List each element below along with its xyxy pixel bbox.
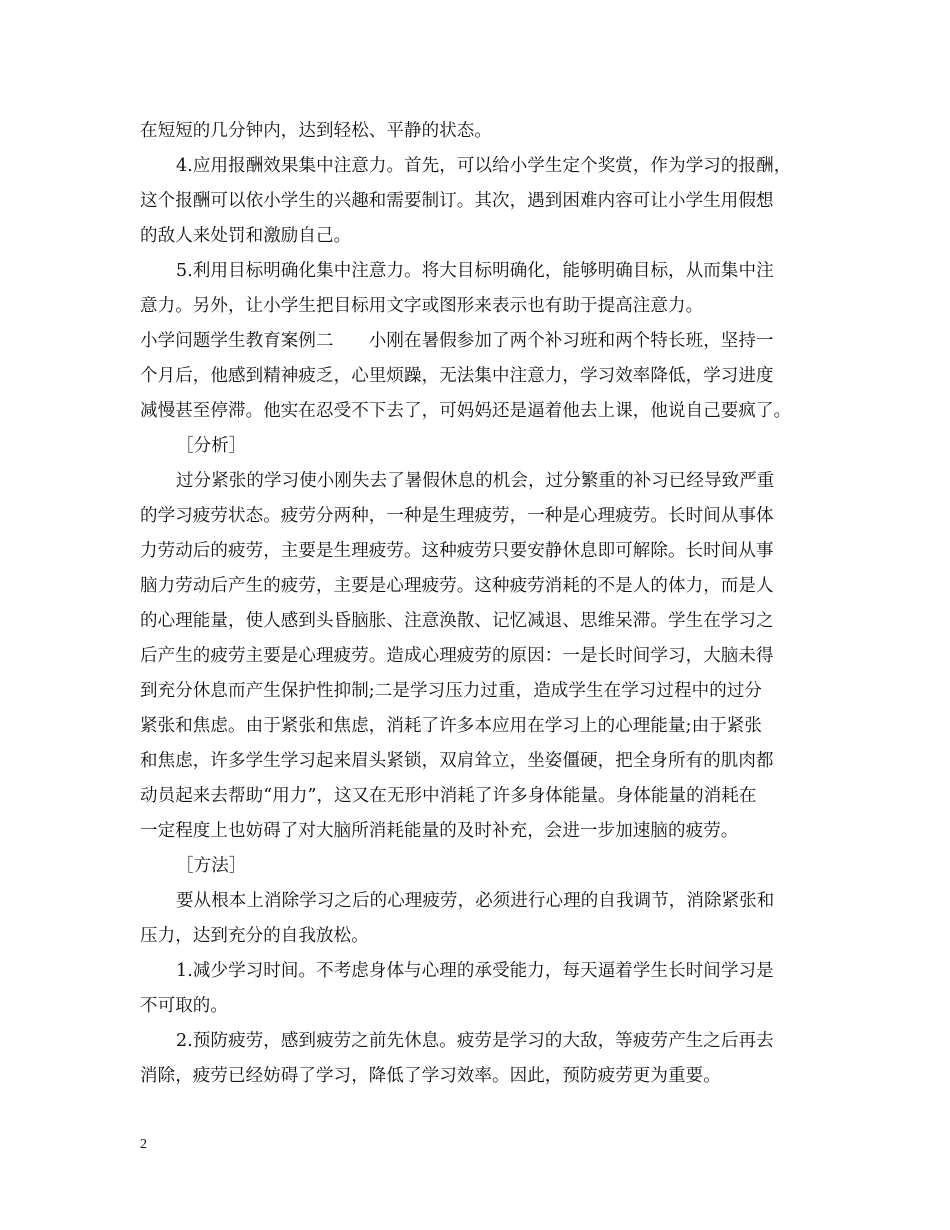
- text-line: 的敌人来处罚和激励自己。: [140, 226, 352, 246]
- text-line: 个月后，他感到精神疲乏，心里烦躁，无法集中注意力，学习效率降低，学习进度: [140, 366, 774, 386]
- text-line: 减慢甚至停滞。他实在忍受不下去了，可妈妈还是逼着他去上课，他说自己要疯了。: [140, 401, 792, 421]
- page-number: 2: [140, 1137, 147, 1152]
- section-heading: ［方法］: [176, 856, 247, 876]
- text-line: 脑力劳动后产生的疲劳，主要是心理疲劳。这种疲劳消耗的不是人的体力，而是人: [140, 576, 774, 596]
- text-line: 1.减少学习时间。不考虑身体与心理的承受能力，每天逼着学生长时间学习是: [176, 961, 774, 981]
- text-line: 在短短的几分钟内，达到轻松、平静的状态。: [140, 121, 492, 141]
- text-line: 动员起来去帮助“用力”，这又在无形中消耗了许多身体能量。身体能量的消耗在: [140, 786, 757, 806]
- text-line: 力劳动后的疲劳，主要是生理疲劳。这种疲劳只要安静休息即可解除。长时间从事: [140, 541, 774, 561]
- text-line: 2.预防疲劳，感到疲劳之前先休息。疲劳是学习的大敌，等疲劳产生之后再去: [176, 1031, 774, 1051]
- text-line: 到充分休息而产生保护性抑制;二是学习压力过重，造成学生在学习过程中的过分: [140, 681, 762, 701]
- section-heading: ［分析］: [176, 436, 247, 456]
- text-line: 和焦虑，许多学生学习起来眉头紧锁，双肩耸立，坐姿僵硬，把全身所有的肌肉都: [140, 751, 774, 771]
- text-line: 5.利用目标明确化集中注意力。将大目标明确化，能够明确目标，从而集中注: [176, 261, 774, 281]
- text-line: 要从根本上消除学习之后的心理疲劳，必须进行心理的自我调节，消除紧张和: [176, 891, 775, 911]
- text-line: 的学习疲劳状态。疲劳分两种，一种是生理疲劳，一种是心理疲劳。长时间从事体: [140, 506, 774, 526]
- text-line: 压力，达到充分的自我放松。: [140, 926, 369, 946]
- text-line: 一定程度上也妨碍了对大脑所消耗能量的及时补充，会进一步加速脑的疲劳。: [140, 821, 739, 841]
- text-line: 过分紧张的学习使小刚失去了暑假休息的机会，过分繁重的补习已经导致严重: [176, 471, 775, 491]
- text-line: 消除，疲劳已经妨碍了学习，降低了学习效率。因此，预防疲劳更为重要。: [140, 1066, 721, 1086]
- text-line: 这个报酬可以依小学生的兴趣和需要制订。其次，遇到困难内容可让小学生用假想: [140, 191, 774, 211]
- text-line: 意力。另外，让小学生把目标用文字或图形来表示也有助于提高注意力。: [140, 296, 704, 316]
- text-line: 后产生的疲劳主要是心理疲劳。造成心理疲劳的原因：一是长时间学习，大脑未得: [140, 646, 774, 666]
- text-line: 紧张和焦虑。由于紧张和焦虑，消耗了许多本应用在学习上的心理能量;由于紧张: [140, 716, 762, 736]
- text-line: 4.应用报酬效果集中注意力。首先，可以给小学生定个奖赏，作为学习的报酬，: [176, 156, 792, 176]
- text-line: 的心理能量，使人感到头昏脑胀、注意涣散、记忆减退、思维呆滞。学生在学习之: [140, 611, 774, 631]
- text-line: 不可取的。: [140, 996, 228, 1016]
- text-line: 小学问题学生教育案例二 小刚在暑假参加了两个补习班和两个特长班，坚持一: [140, 331, 774, 351]
